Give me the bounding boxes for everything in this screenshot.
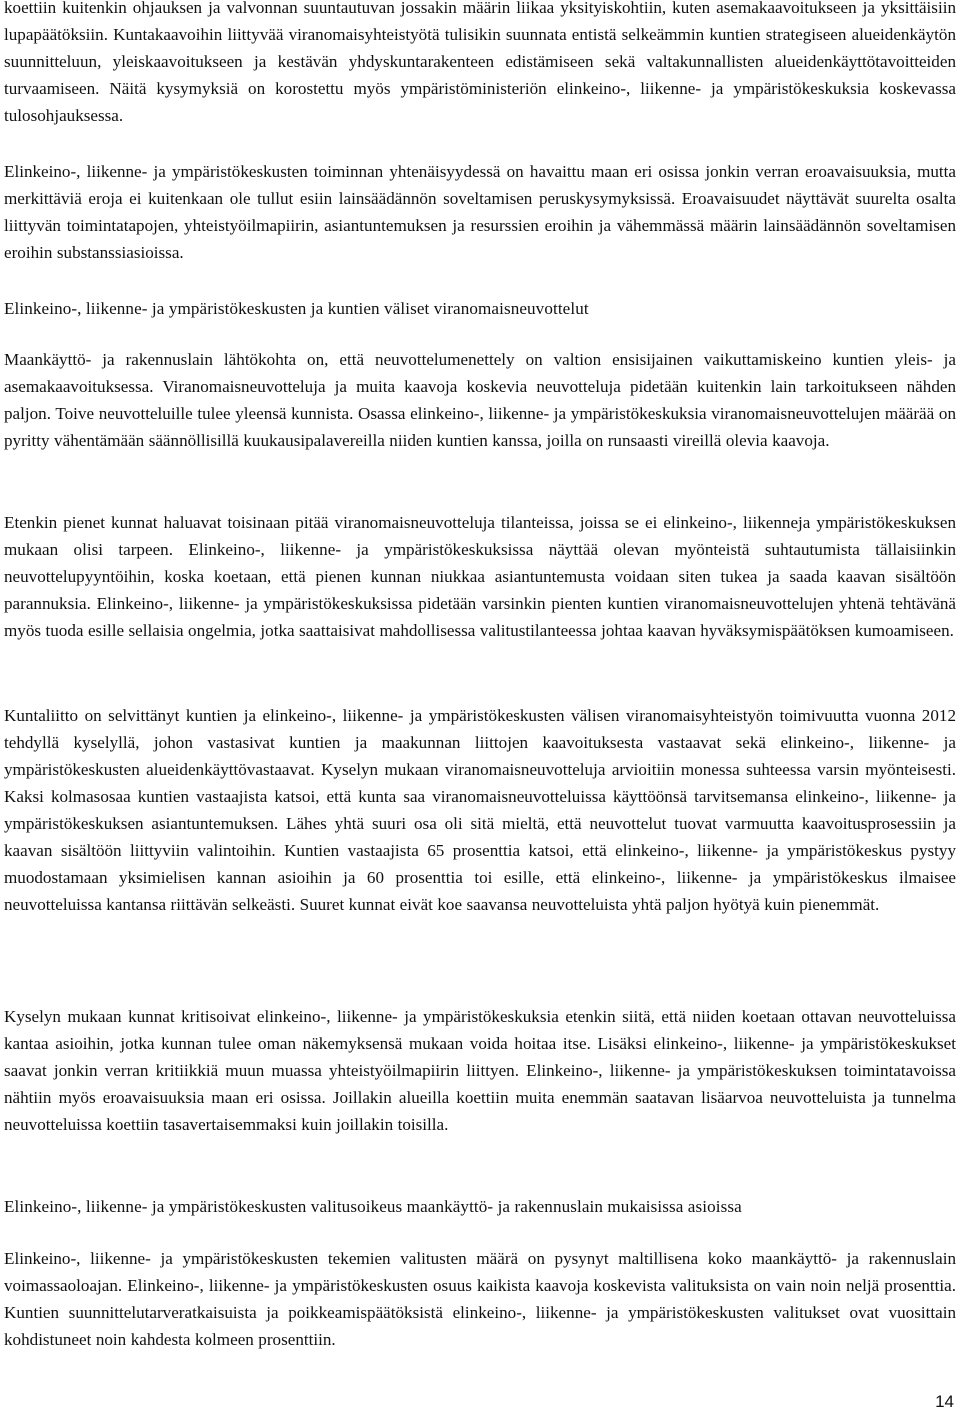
paragraph-kritiikki: Kyselyn mukaan kunnat kritisoivat elinkeino-, liikenne- ja ympäristökeskuksia etenkin siitä, että niiden koetaan ottavan neuvotteluissa kantaa asioihin, jotka kunnan tulee oman näkemyksensä mukaan voida hoitaa itse. Lisäksi elinkeino-, liikenne- ja ympäristökeskukset saavat jonkin verran kritiikkiä muun muassa yhteistyöilmapiirin liittyen. Elinkeino-, liikenne- ja ympäristökeskuksen toimintatavoissa nähtiin myös eroavaisuuksia maan eri osissa. Joillakin alueilla koettiin muita enemmän saatavan lisäarvoa neuvotteluista ja tunnelma neuvotteluissa koettiin tasavertaisemmaksi kuin joillakin toisilla. [4,1007,956,1134]
paragraph-lahtokohta: Maankäyttö- ja rakennuslain lähtökohta on, että neuvottelumenettely on valtion ensisijainen vaikuttamiskeino kuntien yleis- ja asemakaavoituksessa. Viranomaisneuvotteluja ja muita kaavoja koskevia neuvotteluja pidetään kuitenkin lain tarkoitukseen nähden paljon. Toive neuvotteluille tulee yleensä kunnista. Osassa elinkeino-, liikenne- ja ympäristökeskuksia viranomaisneuvottelujen määrää on pyritty vähentämään säännöllisillä kuukausipalavereilla niiden kuntien kanssa, joilla on runsaasti vireillä olevia kaavoja. [4,350,956,450]
paragraph-valitukset: Elinkeino-, liikenne- ja ympäristökeskusten tekemien valitusten määrä on pysynyt maltillisena koko maankäyttö- ja rakennuslain voimassaoloajan. Elinkeino-, liikenne- ja ympäristökeskusten osuus kaikista kaavoja koskevista valituksista on vain noin neljä prosenttia. Kuntien suunnittelutarveratkaisuista ja poikkeamispäätöksistä elinkeino-, liikenne- ja ympäristökeskusten valitukset ovat vuosittain kohdistuneet noin kahdesta kolmeen prosenttiin. [4,1249,956,1349]
paragraph-intro: koettiin kuitenkin ohjauksen ja valvonnan suuntautuvan jossakin määrin liikaa yksityiskohtiin, kuten asemakaavoitukseen ja yksittäisiin lupapäätöksiin. Kuntakaavoihin liittyvää viranomaisyhteistyötä tulisikin suunnata entistä selkeämmin kuntien strategiseen alueidenkäytön suunnitteluun, yleiskaavoitukseen ja kestävän yhdyskuntarakenteen edistämiseen sekä valtakunnallisten alueidenkäyttötavoitteiden turvaamiseen. Näitä kysymyksiä on korostettu myös ympäristöministeriön elinkeino-, liikenne- ja ympäristökeskuksia koskevassa tulosohjauksessa. [4,0,956,125]
page-number: 14 [935,1392,954,1411]
paragraph-pienet-kunnat: Etenkin pienet kunnat haluavat toisinaan pitää viranomaisneuvotteluja tilanteissa, joissa se ei elinkeino-, liikenneja ympäristökeskuksen mukaan olisi tarpeen. Elinkeino-, liikenne- ja ympäristökeskuksissa näyttää olevan myönteistä suhtautumista tällaisiinkin neuvottelupyyntöihin, koska koetaan, että pienen kunnan niukkaa asiantuntemusta voidaan siten tukea ja saada kaavan sisältöön parannuksia. Elinkeino-, liikenne- ja ympäristökeskuksissa pidetään varsinkin pienten kuntien viranomaisneuvottelujen yhtenä tehtävänä myös tuoda esille sellaisia ongelmia, jotka saattaisivat mahdollisessa valitustilanteessa johtaa kaavan hyväksymispäätöksen kumoamiseen. [4,513,956,640]
paragraph-kuntaliitto-kysely: Kuntaliitto on selvittänyt kuntien ja elinkeino-, liikenne- ja ympäristökeskusten välisen viranomaisyhteistyön toimivuutta vuonna 2012 tehdyllä kyselyllä, johon vastasivat kuntien ja maakunnan liittojen kaavoituksesta vastaavat sekä elinkeino-, liikenne- ja ympäristökeskusten alueidenkäyttövastaavat. Kyselyn mukaan viranomaisneuvotteluja arvioitiin monessa suhteessa varsin myönteisesti. Kaksi kolmasosaa kuntien vastaajista katsoi, että kunta saa viranomaisneuvotteluissa käyttöönsä tarvitsemansa elinkeino-, liikenne- ja ympäristökeskuksen asiantuntemuksen. Lähes yhtä suuri osa oli sitä mieltä, että neuvottelut tuovat varmuutta kaavoitusprosessiin ja kaavan sisältöön liittyviin valintoihin. Kuntien vastaajista 65 prosenttia katsoi, että elinkeino-, liikenne- ja ympäristökeskus pystyy muodostamaan yksimielisen kannan asioihin ja 60 prosenttia toi esille, että elinkeino-, liikenne- ja ympäristökeskus ilmaisee neuvotteluissa kantansa riittävän selkeästi. Suuret kunnat eivät koe saavansa neuvotteluista yhtä paljon hyötyä kuin pienemmät. [4,706,956,914]
section-heading-neuvottelut: Elinkeino-, liikenne- ja ympäristökeskusten ja kuntien väliset viranomaisneuvottelut [4,299,589,318]
paragraph-toiminnan-yhtenaisyys: Elinkeino-, liikenne- ja ympäristökeskusten toiminnan yhtenäisyydessä on havaittu maan eri osissa jonkin verran eroavaisuuksia, mutta merkittäviä eroja ei kuitenkaan ole tullut esiin lainsäädännön soveltamisen peruskysymyksissä. Eroavaisuudet näyttävät suurelta osalta liittyvän toimintatapojen, yhteistyöilmapiirin, asiantuntemuksen ja resurssien eroihin ja vähemmässä määrin lainsäädännön soveltamisen eroihin substanssiasioissa. [4,162,956,262]
section-heading-valitusoikeus: Elinkeino-, liikenne- ja ympäristökeskusten valitusoikeus maankäyttö- ja rakennuslain mukaisissa asioissa [4,1197,742,1216]
